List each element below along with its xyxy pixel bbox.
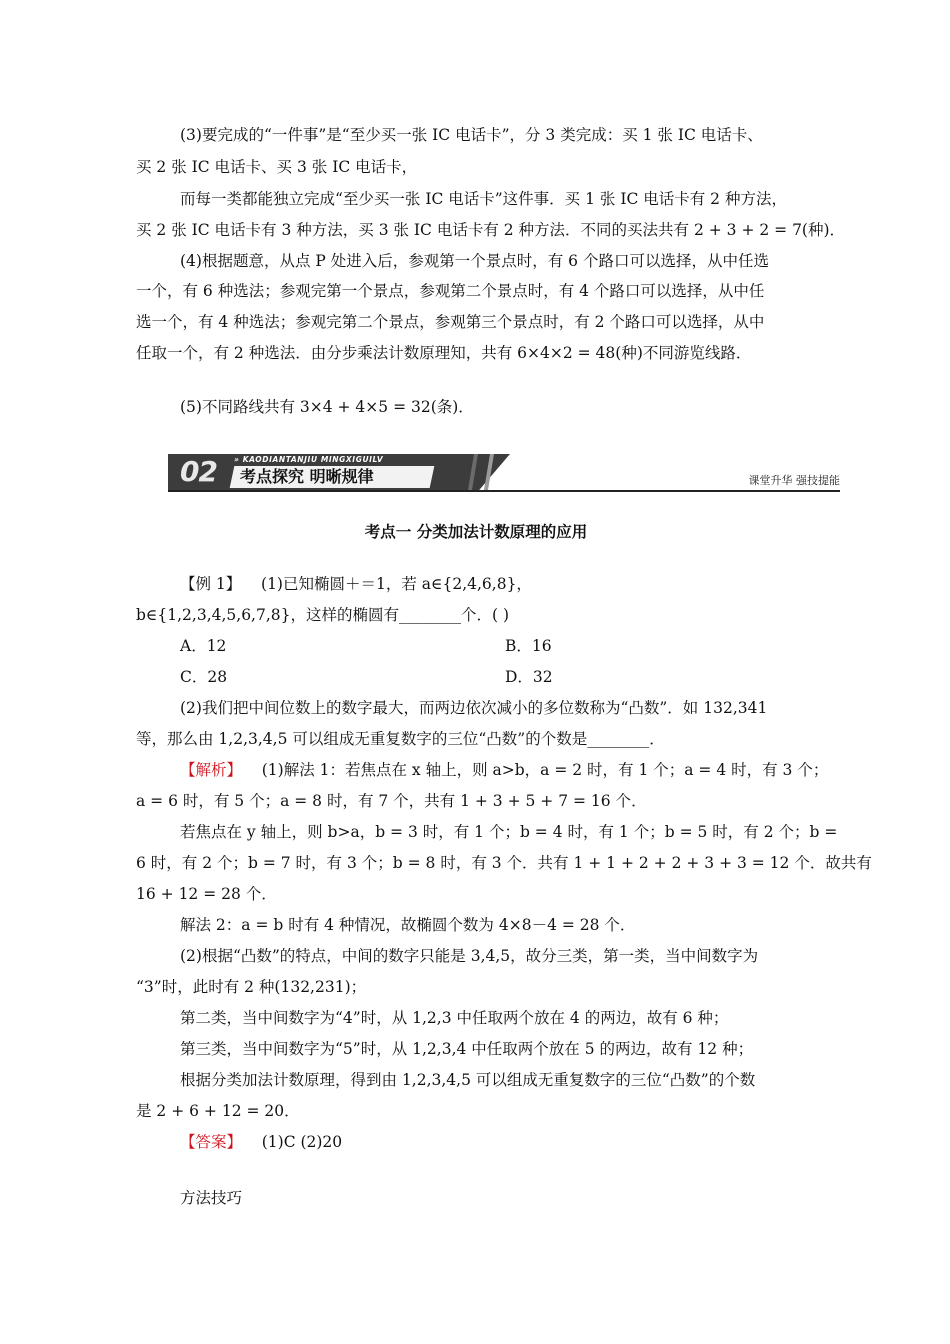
text-line: 任取一个，有 2 种选法．由分步乘法计数原理知，共有 6×4×2 = 48(种)不同游览线路． <box>136 344 752 362</box>
solution-line <box>180 759 860 781</box>
solution-line: 若焦点在 y 轴上，则 b>a，b = 3 时，有 1 个；b = 4 时，有 1 个；b = 5 时，有 2 个；b = <box>180 823 838 841</box>
answer-label: 【答案】 <box>180 1133 243 1151</box>
tips-heading: 方法技巧 <box>180 1189 243 1207</box>
text-line: 选一个，有 4 种选法；参观完第二个景点，参观第三个景点时，有 2 个路口可以选择，从中 <box>136 313 765 331</box>
solution-line: 第三类，当中间数字为“5”时，从 1,2,3,4 中任取两个放在 5 的两边，故有 12 种； <box>180 1040 754 1058</box>
solution-line: 6 时，有 2 个；b = 7 时，有 3 个；b = 8 时，有 3 个．共有 1 + 1 + 2 + 2 + 3 + 3 = 12 个．故共有 <box>136 854 872 872</box>
example-line: 等，那么由 1,2,3,4,5 可以组成无重复数字的三位“凸数”的个数是________． <box>136 730 665 748</box>
solution-line: 解法 2：a = b 时有 4 种情况，故椭圆个数为 4×8－4 = 28 个． <box>180 916 636 934</box>
example-question-2: (2)我们把中间位数上的数字最大，而两边依次减小的多位数称为“凸数”．如 132,341 <box>180 699 768 717</box>
section-title: 考点一 分类加法计数原理的应用 <box>364 522 588 541</box>
banner-english-title: » KAODIANTANJIU MINGXIGUILV <box>234 455 384 464</box>
answer-line <box>180 1131 860 1153</box>
option-d: D．32 <box>505 668 553 686</box>
text-line: 而每一类都能独立完成“至少买一张 IC 电话卡”这件事．买 1 张 IC 电话卡有 2 种方法， <box>180 190 787 208</box>
text-line: (5)不同路线共有 3×4 + 4×5 = 32(条)． <box>180 398 474 416</box>
example-line: b∈{1,2,3,4,5,6,7,8}，这样的椭圆有________个．( ) <box>136 606 510 624</box>
text-line: (3)要完成的“一件事”是“至少买一张 IC 电话卡”，分 3 类完成：买 1 张 IC 电话卡、 <box>180 126 763 144</box>
section-banner <box>168 452 840 492</box>
banner-rule <box>168 490 840 492</box>
solution-text: (1)解法 1：若焦点在 x 轴上，则 a>b，a = 2 时，有 1 个；a = 4 时，有 3 个； <box>261 761 829 779</box>
banner-right-text: 课堂升华 强技提能 <box>748 474 840 487</box>
example-label: 【例 1】 <box>180 575 242 593</box>
text-line: 一个，有 6 种选法；参观完第一个景点，参观第二个景点时，有 4 个路口可以选择，从中任 <box>136 282 765 300</box>
text-line: 买 2 张 IC 电话卡、买 3 张 IC 电话卡， <box>136 158 418 176</box>
option-b: B．16 <box>505 637 552 655</box>
banner-number: 02 <box>180 455 217 488</box>
solution-line: 是 2 + 6 + 12 = 20． <box>136 1102 300 1120</box>
option-c: C．28 <box>180 668 228 686</box>
option-a: A．12 <box>180 637 227 655</box>
example-question-1: (1)已知椭圆＋＝1，若 a∈{2,4,6,8}， <box>261 575 532 593</box>
answer-text: (1)C (2)20 <box>261 1133 343 1151</box>
solution-line: “3”时，此时有 2 种(132,231)； <box>136 978 367 996</box>
solution-line: a = 6 时，有 5 个；a = 8 时，有 7 个，共有 1 + 3 + 5 + 7 = 16 个． <box>136 792 647 810</box>
banner-chinese-title: 考点探究 明晰规律 <box>240 467 374 486</box>
solution-line: 第二类，当中间数字为“4”时，从 1,2,3 中任取两个放在 4 的两边，故有 6 种； <box>180 1009 729 1027</box>
solution-line: 根据分类加法计数原理，得到由 1,2,3,4,5 可以组成无重复数字的三位“凸数”的个数 <box>180 1071 756 1089</box>
banner-chinese-box <box>230 466 435 488</box>
solution-label: 【解析】 <box>180 761 243 779</box>
example-line <box>180 573 860 595</box>
text-line: (4)根据题意，从点 P 处进入后，参观第一个景点时，有 6 个路口可以选择，从中任选 <box>180 252 769 270</box>
text-line: 买 2 张 IC 电话卡有 3 种方法，买 3 张 IC 电话卡有 2 种方法．不同的买法共有 2 + 3 + 2 = 7(种)． <box>136 221 846 239</box>
solution-line: 16 + 12 = 28 个． <box>136 885 277 903</box>
solution-line: (2)根据“凸数”的特点，中间的数字只能是 3,4,5，故分三类，第一类，当中间数字为 <box>180 947 759 965</box>
